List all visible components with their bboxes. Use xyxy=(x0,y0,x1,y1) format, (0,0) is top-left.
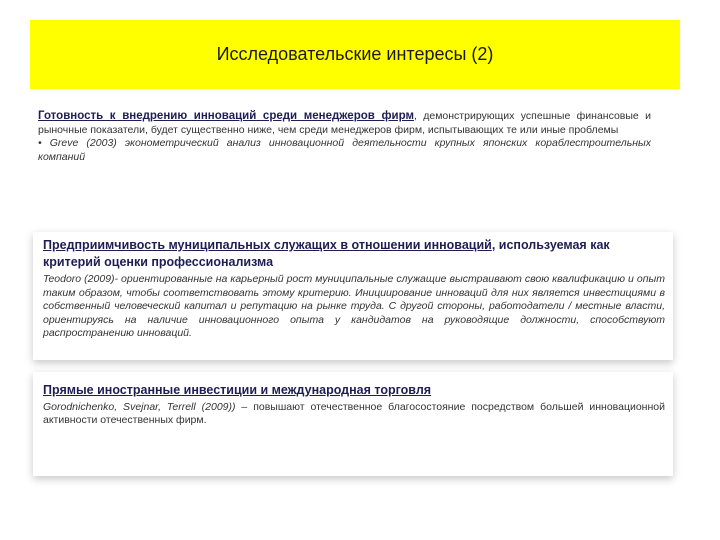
section-readiness-intro xyxy=(38,110,651,137)
section-fdi-title xyxy=(43,382,665,399)
section-entrepreneurship-heading: Предприимчивость муниципальных служащих в отношении инноваций xyxy=(43,238,492,252)
section-entrepreneurship-heading-tail: , используемая как критерий оценки профессионализма xyxy=(43,238,610,269)
section-entrepreneurship xyxy=(33,232,673,360)
section-fdi xyxy=(33,372,673,476)
section-entrepreneurship-body: Teodoro (2009)- ориентированные на карьерный рост муниципальные служащие выстраивают свою квалификацию и опыт таким образом, чтобы соответствовать этому критерию. Инициирование инноваций для них является инвестициями в собственный человеческий капитал и репутацию на рынке труда. С другой стороны, работодатели / местные власти, ориентируясь на наличие инновационного опыта у кандидатов на руководящие должности, способствуют распространению инноваций. xyxy=(43,273,665,339)
section-fdi-text xyxy=(43,401,665,428)
section-fdi-citation: Gorodnichenko, Svejnar, Terrell (2009)) xyxy=(43,400,236,413)
section-fdi-body: – повышают отечественное благосостояние посредством большей инновационной активности отечественных фирм. xyxy=(43,400,665,426)
section-readiness xyxy=(38,110,651,210)
section-readiness-bullet: • Greve (2003) эконометрический анализ инновационной деятельности крупных японских кораблестроительных компаний xyxy=(38,137,651,163)
slide-title: Исследовательские интересы (2) xyxy=(216,44,494,64)
title-bar xyxy=(30,20,680,89)
section-readiness-body: финансовые и рыночные показатели, будет существенно ниже, чем среди менеджеров фирм, испытывающих те или иные проблемы xyxy=(38,110,651,136)
section-readiness-heading: Готовность к внедрению инноваций среди менеджеров фирм xyxy=(38,110,414,122)
section-fdi-heading: Прямые иностранные инвестиции и международная торговля xyxy=(43,383,432,397)
section-readiness-heading-tail: , демонстрирующих успешные xyxy=(413,110,571,122)
section-entrepreneurship-title xyxy=(43,237,665,270)
